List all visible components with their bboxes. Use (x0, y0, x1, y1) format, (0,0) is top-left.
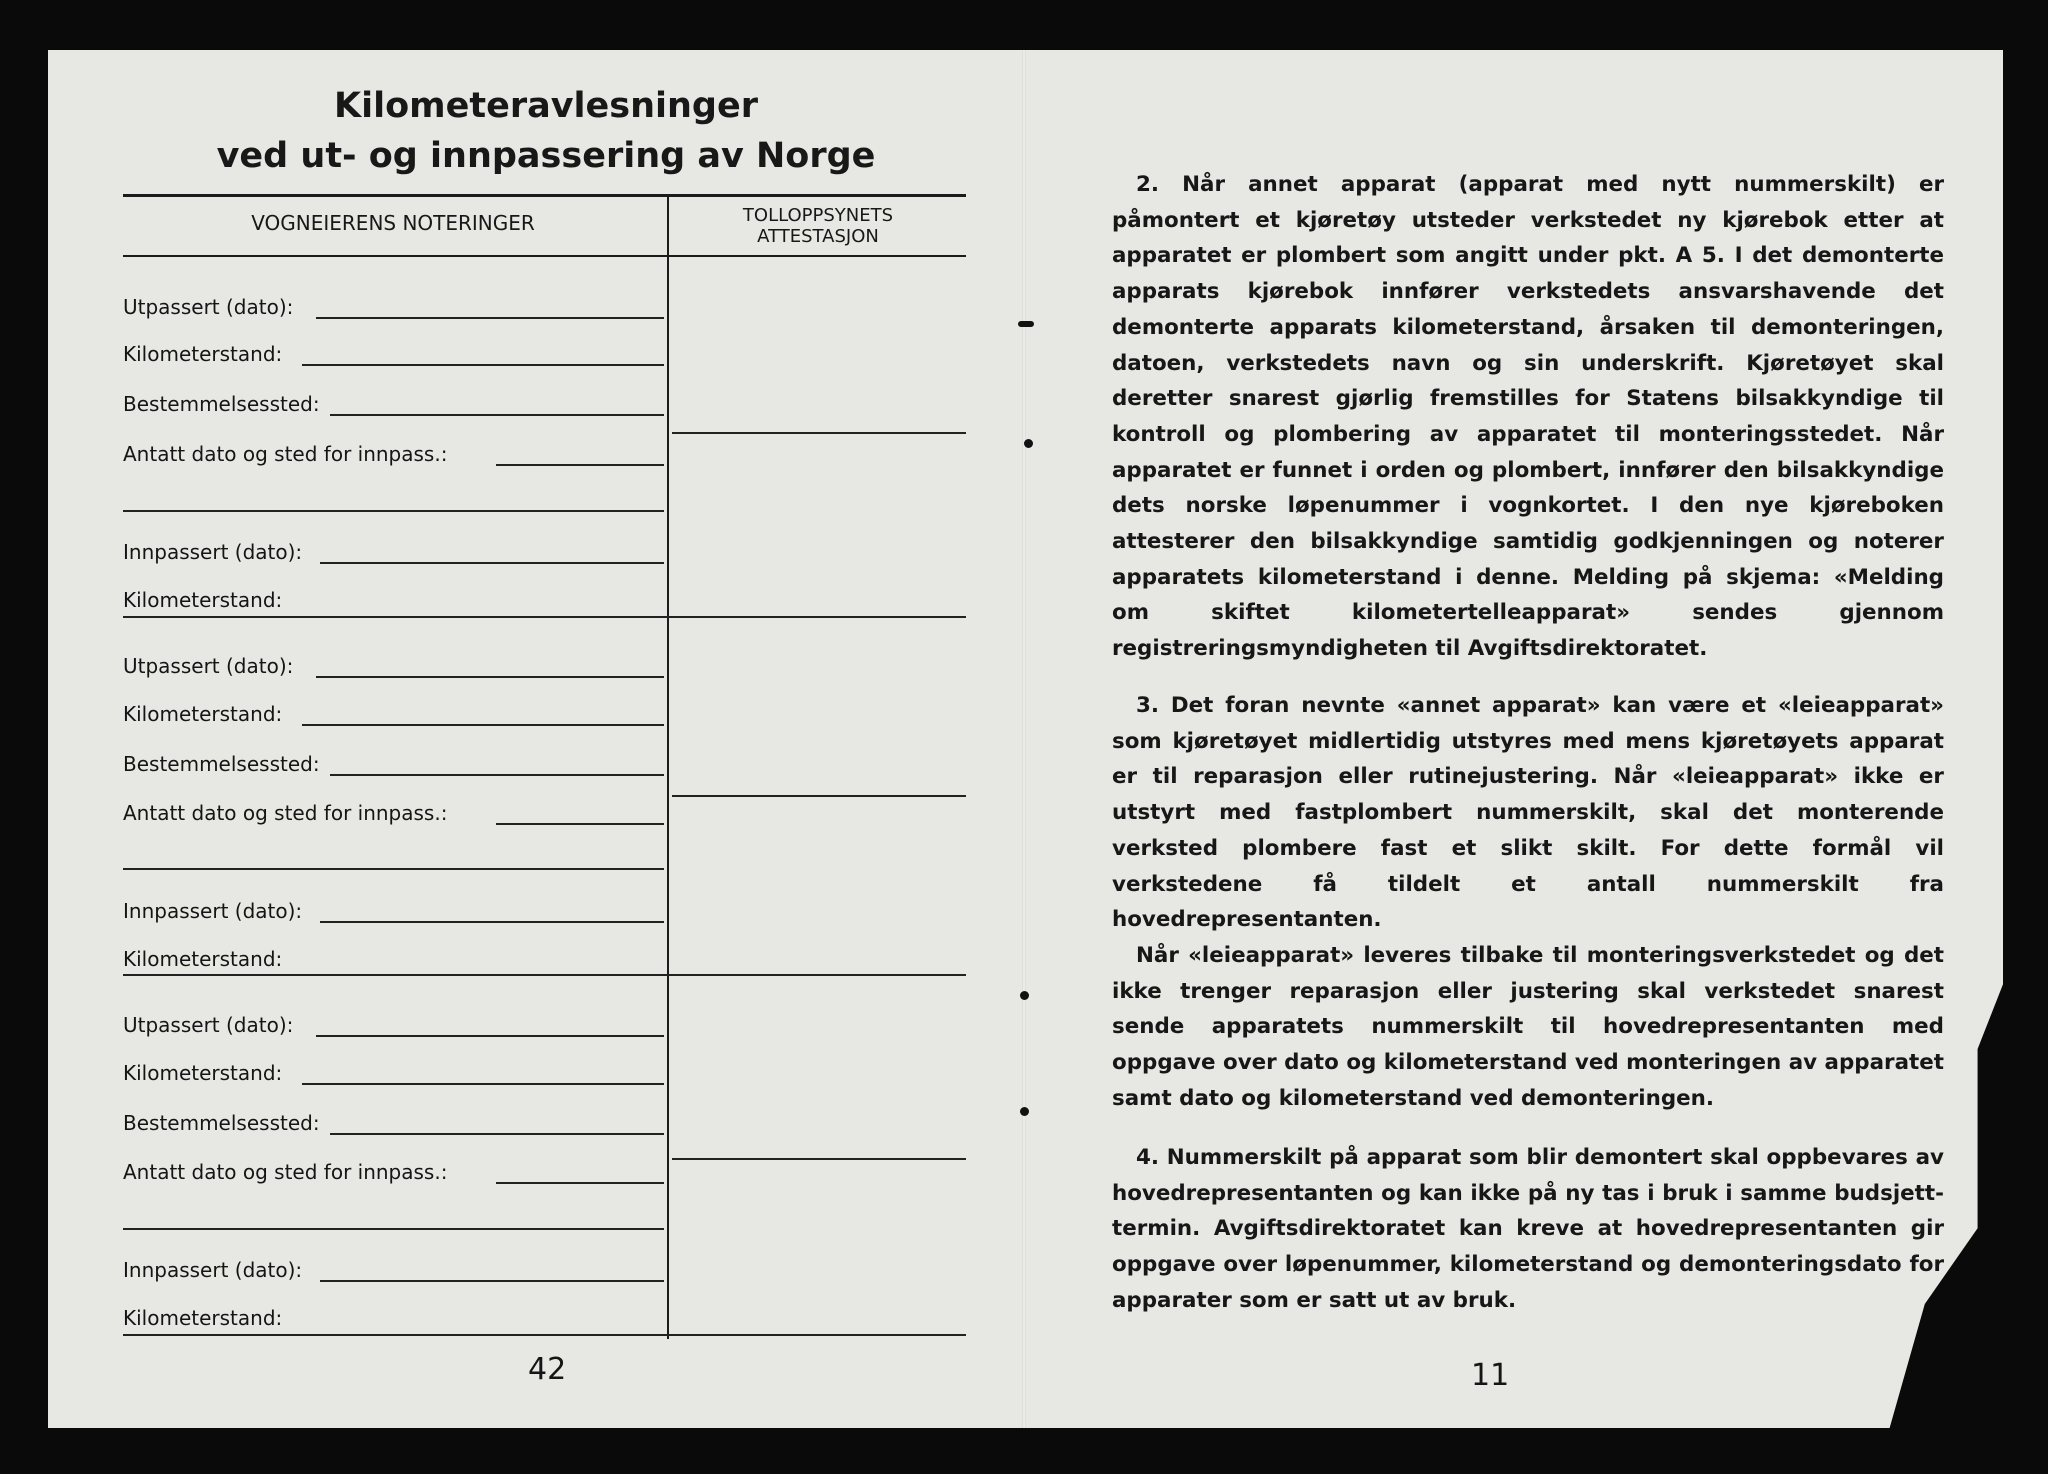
column-divider (667, 197, 669, 1339)
field-bestemmelsessted[interactable] (330, 774, 664, 776)
field-bestemmelsessted[interactable] (330, 414, 664, 416)
field-customs-stamp[interactable] (672, 1158, 966, 1160)
binding-hole (1020, 1107, 1029, 1116)
label-innpassert: Innpassert (dato): (123, 899, 303, 923)
label-antatt-dato: Antatt dato og sted for innpass.: (123, 442, 448, 466)
label-innpassert: Innpassert (dato): (123, 1258, 303, 1282)
label-bestemmelsessted: Bestemmelsessted: (123, 1111, 320, 1135)
field-innpassert[interactable] (320, 921, 664, 923)
header-top-rule (123, 194, 966, 197)
binding-hole (1020, 991, 1029, 1000)
label-kilometerstand: Kilometerstand: (123, 947, 283, 971)
form-title-line2: ved ut- og innpassering av Norge (216, 136, 876, 176)
label-kilometerstand: Kilometerstand: (123, 1061, 283, 1085)
binding-hole (1018, 321, 1034, 327)
label-antatt-dato: Antatt dato og sted for innpass.: (123, 801, 448, 825)
label-kilometerstand: Kilometerstand: (123, 702, 283, 726)
field-antatt-dato-line2[interactable] (123, 868, 664, 870)
column-header-customs-line1: TOLLOPPSYNETS (742, 205, 894, 226)
label-kilometerstand: Kilometerstand: (123, 342, 283, 366)
field-kilometerstand[interactable] (302, 1083, 664, 1085)
field-antatt-dato[interactable] (496, 1182, 664, 1184)
field-innpassert[interactable] (320, 562, 664, 564)
field-antatt-dato-line2[interactable] (123, 1228, 664, 1230)
label-antatt-dato: Antatt dato og sted for innpass.: (123, 1160, 448, 1184)
field-kilometerstand[interactable] (302, 364, 664, 366)
form-title-line1: Kilometeravlesninger (334, 86, 758, 126)
field-antatt-dato[interactable] (496, 464, 664, 466)
section-rule (123, 616, 966, 618)
field-utpassert[interactable] (316, 317, 664, 319)
label-bestemmelsessted: Bestemmelsessted: (123, 392, 320, 416)
label-utpassert: Utpassert (dato): (123, 654, 294, 678)
page-number-right: 11 (1471, 1358, 1510, 1393)
paragraph-3: 3. Det foran nevnte «annet apparat» kan være et «leieapparat» som kjøretøyet midlertidig utstyres med mens kjøretøyets apparat er til reparasjon eller rutinejustering. Når «leieapparat» ikke er utstyrt med fastplombert nummerskilt, skal det monterende verksted plombere fast et slikt skilt. For dette formål vil verkstedene få tildelt et antall nummerskilt fra hovedrepresentanten. (1112, 693, 1944, 933)
field-antatt-dato[interactable] (496, 823, 664, 825)
section-rule (123, 1334, 966, 1336)
label-utpassert: Utpassert (dato): (123, 295, 294, 319)
field-customs-stamp[interactable] (672, 795, 966, 797)
page-number-left: 42 (528, 1352, 567, 1387)
field-bestemmelsessted[interactable] (330, 1133, 664, 1135)
label-kilometerstand: Kilometerstand: (123, 1306, 283, 1330)
header-bottom-rule (123, 255, 966, 257)
paragraph-3-continued: Når «leieapparat» leveres tilbake til monteringsverkstedet og det ikke trenger reparasjon eller justering skal verkstedet snarest sende apparatets nummerskilt til hovedrepresentanten med oppgave over dato og kilometerstand ved monteringen av apparatet samt dato og kilometerstand ved demonteringen. (1112, 943, 1944, 1111)
label-kilometerstand: Kilometerstand: (123, 588, 283, 612)
paragraph-4: 4. Nummerskilt på apparat som blir demontert skal oppbevares av hovedrepresentanten og kan ikke på ny tas i bruk i samme budsjett-termin. Avgiftsdirektoratet kan kreve at hovedrepresentanten gir oppgave over løpenummer, kilometerstand og demonteringsdato for apparater som er satt ut av bruk. (1112, 1145, 1944, 1313)
column-header-customs-line2: ATTESTASJON (757, 226, 879, 247)
field-kilometerstand[interactable] (302, 724, 664, 726)
field-utpassert[interactable] (316, 1035, 664, 1037)
field-innpassert[interactable] (320, 1280, 664, 1282)
label-bestemmelsessted: Bestemmelsessted: (123, 752, 320, 776)
field-customs-stamp[interactable] (672, 432, 966, 434)
paragraph-2: 2. Når annet apparat (apparat med nytt nummerskilt) er påmontert et kjøretøy utsteder verkstedet ny kjørebok etter at apparatet er plombert som angitt under pkt. A 5. I det demonterte apparats kjørebok innfører verkstedets ansvarshavende det demonterte apparats kilometerstand, årsaken til demonteringen, datoen, verkstedets navn og sin underskrift. Kjøretøyet skal deretter snarest gjørlig fremstilles for Statens bilsakkyndige til kontroll og plombering av apparatet til monteringsstedet. Når apparatet er funnet i orden og plombert, innfører den bilsakkyndige dets norske løpenummer i vognkortet. I den nye kjøreboken attesterer den bilsakkyndige samtidig godkjenningen og noterer apparatets kilometerstand i denne. Melding på skjema: «Melding om skiftet kilometertelleapparat» sendes gjennom registreringsmyndigheten til Avgiftsdirektoratet. (1112, 172, 1944, 662)
label-innpassert: Innpassert (dato): (123, 540, 303, 564)
field-antatt-dato-line2[interactable] (123, 510, 664, 512)
column-header-owner-notes: VOGNEIERENS NOTERINGER (251, 211, 535, 235)
section-rule (123, 974, 966, 976)
field-utpassert[interactable] (316, 676, 664, 678)
label-utpassert: Utpassert (dato): (123, 1013, 294, 1037)
binding-hole (1024, 439, 1033, 448)
page-fold (1022, 50, 1026, 1428)
